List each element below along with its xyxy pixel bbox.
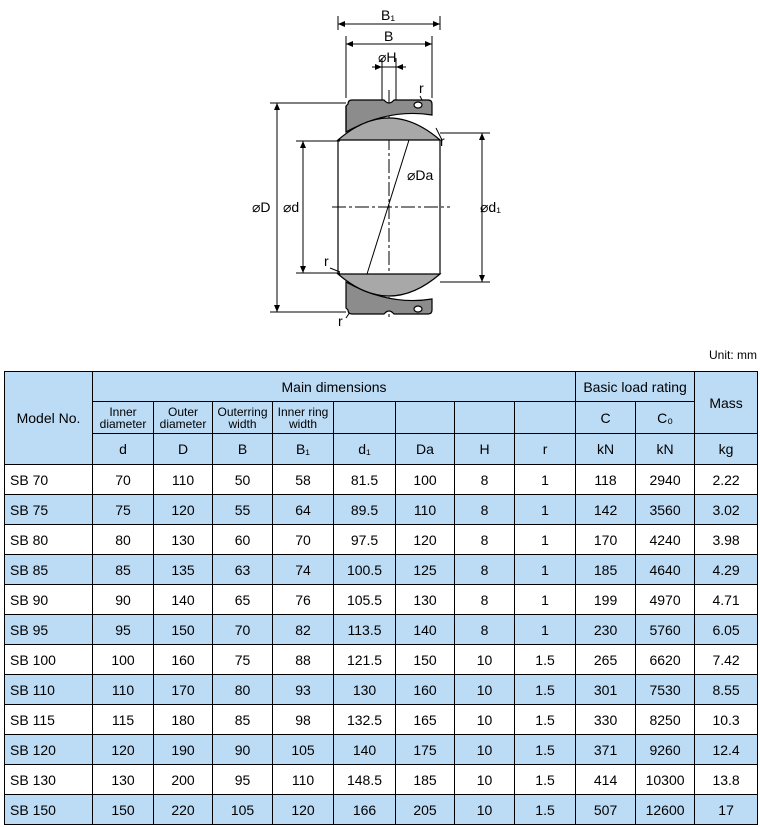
value-cell: 1: [515, 615, 576, 645]
value-cell: 190: [154, 735, 213, 765]
col-header-symbol: H: [455, 434, 515, 465]
value-cell: 120: [396, 525, 455, 555]
table-row: [5, 675, 758, 705]
label-phi-H: ⌀H: [378, 49, 397, 65]
value-cell: 110: [273, 765, 334, 795]
value-cell: 95: [213, 765, 273, 795]
table-row: [5, 795, 758, 825]
value-cell: 1.5: [515, 645, 576, 675]
value-cell: 8.55: [695, 675, 758, 705]
spec-table: [4, 371, 758, 825]
value-cell: 200: [154, 765, 213, 795]
bearing-cross-section-drawing: [0, 0, 760, 345]
value-cell: 125: [396, 555, 455, 585]
col-header-desc: [334, 402, 396, 434]
col-header-symbol: Da: [396, 434, 455, 465]
value-cell: 75: [213, 645, 273, 675]
value-cell: 9260: [636, 735, 695, 765]
value-cell: 230: [576, 615, 636, 645]
value-cell: 265: [576, 645, 636, 675]
value-cell: 12.4: [695, 735, 758, 765]
value-cell: 89.5: [334, 495, 396, 525]
value-cell: 1.5: [515, 765, 576, 795]
value-cell: 121.5: [334, 645, 396, 675]
label-phi-d: ⌀d: [283, 199, 300, 215]
value-cell: 90: [213, 735, 273, 765]
label-B: B: [384, 28, 394, 44]
value-cell: 105.5: [334, 585, 396, 615]
value-cell: 135: [154, 555, 213, 585]
unit-note: Unit: mm: [709, 348, 757, 362]
col-header-symbol: B: [213, 434, 273, 465]
value-cell: 76: [273, 585, 334, 615]
value-cell: 150: [93, 795, 154, 825]
label-B1: B₁: [381, 7, 396, 23]
table-row: [5, 615, 758, 645]
value-cell: 10: [455, 645, 515, 675]
value-cell: 110: [154, 465, 213, 495]
value-cell: 10300: [636, 765, 695, 795]
value-cell: 5760: [636, 615, 695, 645]
model-cell: SB 70: [5, 465, 93, 495]
table-row: [5, 465, 758, 495]
value-cell: 98: [273, 705, 334, 735]
label-r-left: r: [324, 253, 329, 269]
col-header-line2: width: [228, 416, 257, 431]
value-cell: 185: [396, 765, 455, 795]
col-header-line1: Outer: [167, 404, 198, 419]
value-cell: 160: [154, 645, 213, 675]
value-cell: 70: [93, 465, 154, 495]
model-cell: SB 120: [5, 735, 93, 765]
load-col-unit: kN: [576, 434, 636, 465]
table-row: [5, 735, 758, 765]
col-header-desc: [273, 402, 334, 434]
col-header-symbol: B₁: [273, 434, 334, 465]
col-header-desc: [154, 402, 213, 434]
value-cell: 1.5: [515, 735, 576, 765]
value-cell: 6620: [636, 645, 695, 675]
value-cell: 110: [396, 495, 455, 525]
table-row: [5, 555, 758, 585]
col-header-symbol: d₁: [334, 434, 396, 465]
basic-load-rating-header: Basic load rating: [576, 372, 695, 402]
mass-header: Mass: [695, 372, 758, 434]
value-cell: 1: [515, 525, 576, 555]
table-row: [5, 645, 758, 675]
model-cell: SB 100: [5, 645, 93, 675]
value-cell: 80: [93, 525, 154, 555]
label-phi-d1: ⌀d₁: [480, 199, 501, 215]
value-cell: 150: [154, 615, 213, 645]
value-cell: 175: [396, 735, 455, 765]
load-col-symbol: C: [576, 402, 636, 434]
value-cell: 10: [455, 765, 515, 795]
value-cell: 12600: [636, 795, 695, 825]
value-cell: 1: [515, 555, 576, 585]
value-cell: 507: [576, 795, 636, 825]
value-cell: 85: [93, 555, 154, 585]
col-header-line2: diameter: [99, 416, 147, 431]
value-cell: 70: [273, 525, 334, 555]
value-cell: 65: [213, 585, 273, 615]
value-cell: 166: [334, 795, 396, 825]
value-cell: 170: [154, 675, 213, 705]
model-header: Model No.: [5, 372, 93, 465]
value-cell: 10: [455, 735, 515, 765]
mass-unit: kg: [695, 434, 758, 465]
value-cell: 142: [576, 495, 636, 525]
value-cell: 105: [213, 795, 273, 825]
value-cell: 1.5: [515, 675, 576, 705]
value-cell: 95: [93, 615, 154, 645]
value-cell: 105: [273, 735, 334, 765]
value-cell: 8: [455, 495, 515, 525]
model-cell: SB 85: [5, 555, 93, 585]
value-cell: 90: [93, 585, 154, 615]
value-cell: 130: [396, 585, 455, 615]
value-cell: 2.22: [695, 465, 758, 495]
value-cell: 130: [334, 675, 396, 705]
main-dimensions-header: Main dimensions: [93, 372, 576, 402]
value-cell: 60: [213, 525, 273, 555]
value-cell: 70: [213, 615, 273, 645]
value-cell: 120: [154, 495, 213, 525]
value-cell: 4640: [636, 555, 695, 585]
value-cell: 81.5: [334, 465, 396, 495]
value-cell: 414: [576, 765, 636, 795]
value-cell: 8: [455, 525, 515, 555]
value-cell: 10: [455, 795, 515, 825]
value-cell: 58: [273, 465, 334, 495]
value-cell: 63: [213, 555, 273, 585]
value-cell: 50: [213, 465, 273, 495]
value-cell: 1: [515, 495, 576, 525]
value-cell: 8: [455, 465, 515, 495]
value-cell: 4.71: [695, 585, 758, 615]
value-cell: 205: [396, 795, 455, 825]
value-cell: 100.5: [334, 555, 396, 585]
value-cell: 118: [576, 465, 636, 495]
value-cell: 88: [273, 645, 334, 675]
model-cell: SB 95: [5, 615, 93, 645]
value-cell: 120: [93, 735, 154, 765]
table-row: [5, 705, 758, 735]
value-cell: 3560: [636, 495, 695, 525]
value-cell: 97.5: [334, 525, 396, 555]
value-cell: 1: [515, 465, 576, 495]
col-header-symbol: D: [154, 434, 213, 465]
value-cell: 113.5: [334, 615, 396, 645]
value-cell: 3.02: [695, 495, 758, 525]
value-cell: 3.98: [695, 525, 758, 555]
value-cell: 8: [455, 615, 515, 645]
value-cell: 150: [396, 645, 455, 675]
value-cell: 8: [455, 585, 515, 615]
label-r-top: r: [419, 80, 424, 96]
model-cell: SB 110: [5, 675, 93, 705]
label-phi-D: ⌀D: [252, 199, 271, 215]
value-cell: 10: [455, 705, 515, 735]
value-cell: 74: [273, 555, 334, 585]
value-cell: 8: [455, 555, 515, 585]
table-row: [5, 585, 758, 615]
value-cell: 120: [273, 795, 334, 825]
load-col-symbol: C₀: [636, 402, 695, 434]
value-cell: 140: [396, 615, 455, 645]
value-cell: 4240: [636, 525, 695, 555]
col-header-line1: Inner ring: [277, 404, 329, 419]
col-header-line1: Outerring: [217, 404, 268, 419]
value-cell: 8250: [636, 705, 695, 735]
value-cell: 4.29: [695, 555, 758, 585]
col-header-desc: [515, 402, 576, 434]
value-cell: 7.42: [695, 645, 758, 675]
value-cell: 140: [154, 585, 213, 615]
value-cell: 2940: [636, 465, 695, 495]
value-cell: 55: [213, 495, 273, 525]
value-cell: 165: [396, 705, 455, 735]
value-cell: 132.5: [334, 705, 396, 735]
value-cell: 7530: [636, 675, 695, 705]
value-cell: 93: [273, 675, 334, 705]
table-row: [5, 525, 758, 555]
col-header-symbol: d: [93, 434, 154, 465]
value-cell: 6.05: [695, 615, 758, 645]
value-cell: 1: [515, 585, 576, 615]
model-cell: SB 130: [5, 765, 93, 795]
value-cell: 110: [93, 675, 154, 705]
value-cell: 100: [396, 465, 455, 495]
value-cell: 330: [576, 705, 636, 735]
value-cell: 140: [334, 735, 396, 765]
value-cell: 130: [93, 765, 154, 795]
load-col-unit: kN: [636, 434, 695, 465]
value-cell: 160: [396, 675, 455, 705]
value-cell: 64: [273, 495, 334, 525]
value-cell: 199: [576, 585, 636, 615]
value-cell: 185: [576, 555, 636, 585]
value-cell: 85: [213, 705, 273, 735]
label-r-bottom: r: [338, 313, 343, 329]
value-cell: 301: [576, 675, 636, 705]
value-cell: 115: [93, 705, 154, 735]
value-cell: 82: [273, 615, 334, 645]
value-cell: 10: [455, 675, 515, 705]
col-header-line2: diameter: [159, 416, 207, 431]
col-header-symbol: r: [515, 434, 576, 465]
col-header-line2: width: [288, 416, 317, 431]
model-cell: SB 90: [5, 585, 93, 615]
value-cell: 1.5: [515, 795, 576, 825]
col-header-desc: [455, 402, 515, 434]
value-cell: 13.8: [695, 765, 758, 795]
label-phi-Da: ⌀Da: [407, 167, 434, 183]
value-cell: 10.3: [695, 705, 758, 735]
value-cell: 80: [213, 675, 273, 705]
model-cell: SB 115: [5, 705, 93, 735]
col-header-desc: [396, 402, 455, 434]
value-cell: 75: [93, 495, 154, 525]
value-cell: 170: [576, 525, 636, 555]
col-header-line1: Inner: [109, 404, 137, 419]
col-header-desc: [213, 402, 273, 434]
value-cell: 4970: [636, 585, 695, 615]
model-cell: SB 150: [5, 795, 93, 825]
model-cell: SB 80: [5, 525, 93, 555]
value-cell: 220: [154, 795, 213, 825]
col-header-desc: [93, 402, 154, 434]
value-cell: 1.5: [515, 705, 576, 735]
table-row: [5, 765, 758, 795]
value-cell: 100: [93, 645, 154, 675]
model-cell: SB 75: [5, 495, 93, 525]
value-cell: 371: [576, 735, 636, 765]
label-r-right: r: [440, 133, 445, 149]
table-row: [5, 495, 758, 525]
value-cell: 148.5: [334, 765, 396, 795]
value-cell: 17: [695, 795, 758, 825]
value-cell: 180: [154, 705, 213, 735]
value-cell: 130: [154, 525, 213, 555]
